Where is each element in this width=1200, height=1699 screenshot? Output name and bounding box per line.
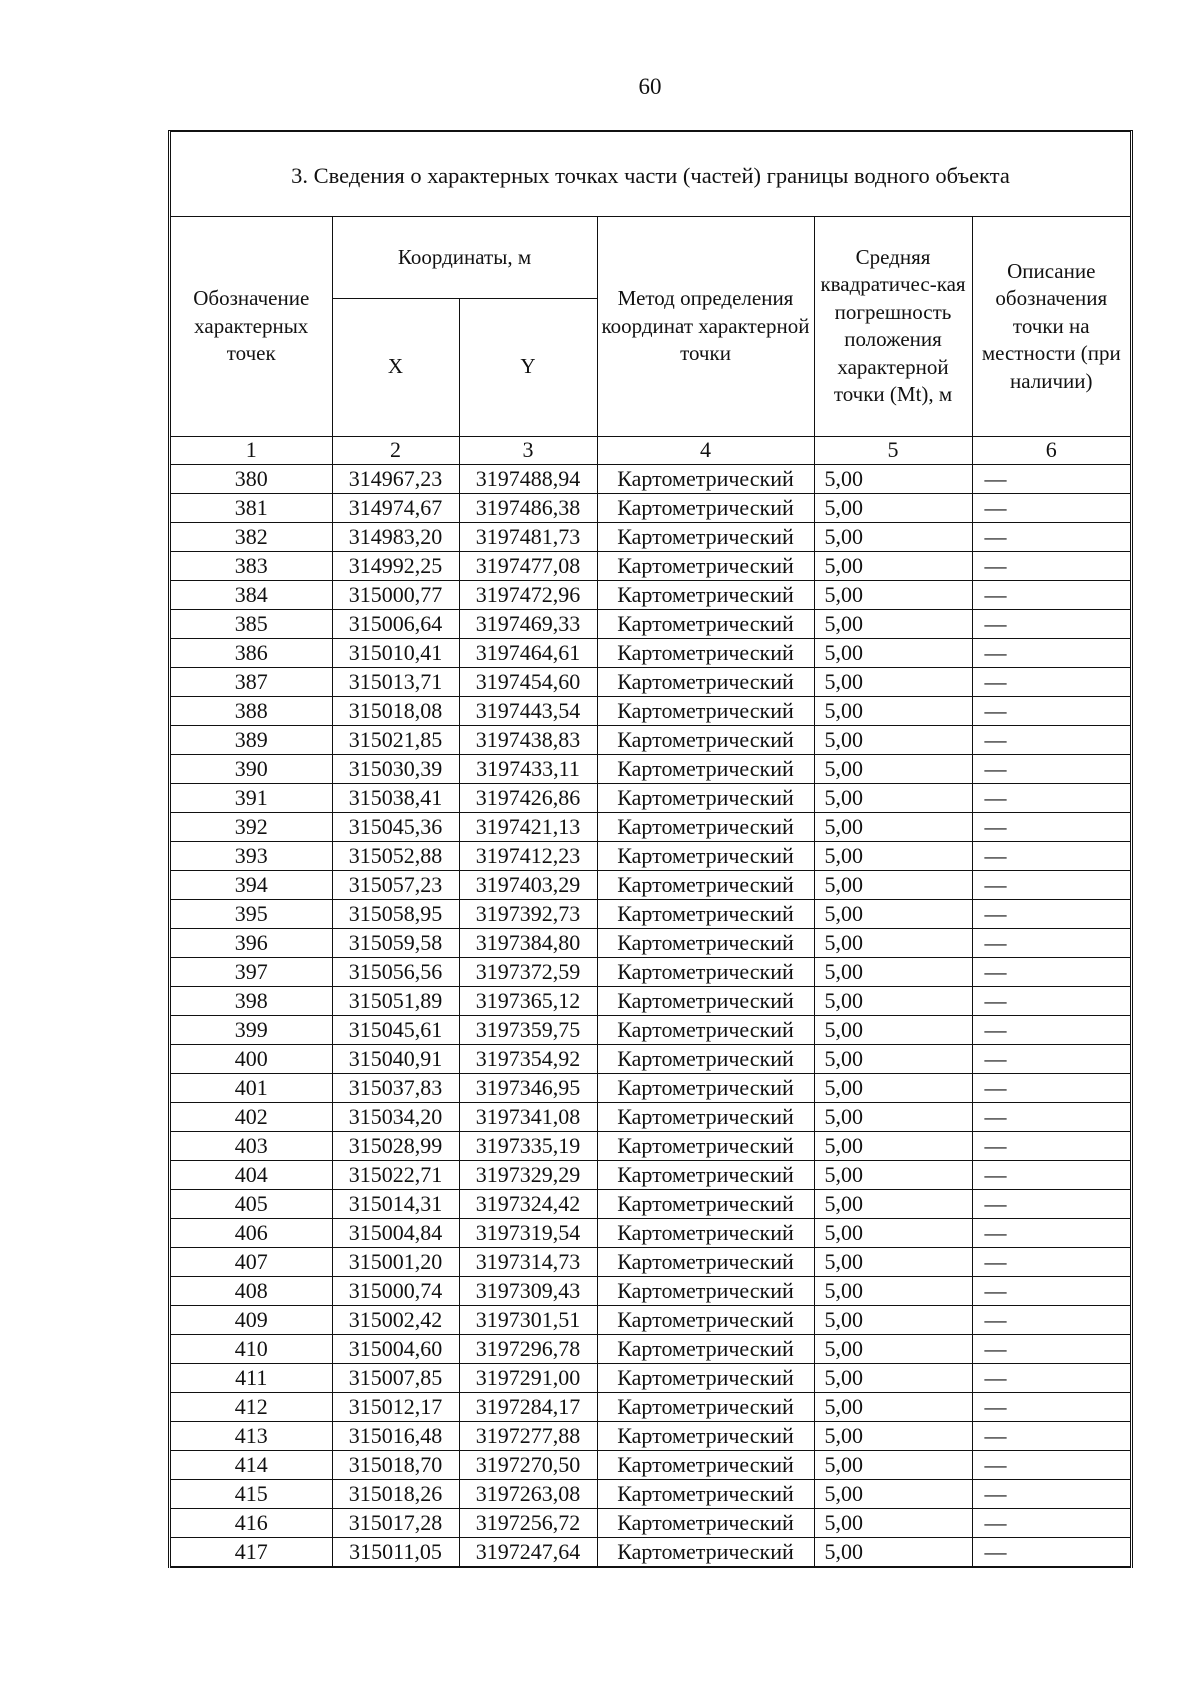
point-cell: 400 (171, 1044, 332, 1073)
description-cell: — (972, 1392, 1130, 1421)
point-cell: 411 (171, 1363, 332, 1392)
point-cell: 416 (171, 1508, 332, 1537)
x-cell: 315038,41 (332, 783, 459, 812)
description-cell: — (972, 986, 1130, 1015)
x-cell: 315013,71 (332, 667, 459, 696)
description-cell: — (972, 870, 1130, 899)
y-cell: 3197324,42 (459, 1189, 597, 1218)
description-cell: — (972, 1421, 1130, 1450)
method-cell: Картометрический (597, 725, 814, 754)
table-row (171, 870, 1130, 899)
mt-cell: 5,00 (814, 957, 972, 986)
mt-cell: 5,00 (814, 609, 972, 638)
mt-cell: 5,00 (814, 1073, 972, 1102)
description-cell: — (972, 1305, 1130, 1334)
table-row (171, 609, 1130, 638)
table-row (171, 1160, 1130, 1189)
point-cell: 389 (171, 725, 332, 754)
table-row (171, 841, 1130, 870)
y-cell: 3197301,51 (459, 1305, 597, 1334)
y-cell: 3197314,73 (459, 1247, 597, 1276)
y-cell: 3197481,73 (459, 522, 597, 551)
table-row (171, 812, 1130, 841)
description-cell: — (972, 1363, 1130, 1392)
x-cell: 315011,05 (332, 1537, 459, 1567)
method-cell: Картометрический (597, 754, 814, 783)
point-cell: 393 (171, 841, 332, 870)
y-cell: 3197472,96 (459, 580, 597, 609)
table-row (171, 1450, 1130, 1479)
y-cell: 3197247,64 (459, 1537, 597, 1567)
description-cell: — (972, 1479, 1130, 1508)
header-error: Средняя квадратичес-кая погрешность положения характерной точки (Mt), м (814, 217, 972, 436)
mt-cell: 5,00 (814, 986, 972, 1015)
description-cell: — (972, 493, 1130, 522)
x-cell: 315045,61 (332, 1015, 459, 1044)
x-cell: 315007,85 (332, 1363, 459, 1392)
point-cell: 392 (171, 812, 332, 841)
coordinates-table (171, 217, 1130, 1568)
y-cell: 3197365,12 (459, 986, 597, 1015)
x-cell: 315018,26 (332, 1479, 459, 1508)
method-cell: Картометрический (597, 1073, 814, 1102)
table-row (171, 754, 1130, 783)
mt-cell: 5,00 (814, 1450, 972, 1479)
table-row (171, 1392, 1130, 1421)
table-row (171, 725, 1130, 754)
table-row (171, 783, 1130, 812)
x-cell: 315059,58 (332, 928, 459, 957)
table-row (171, 957, 1130, 986)
table-row (171, 899, 1130, 928)
mt-cell: 5,00 (814, 1247, 972, 1276)
table-row (171, 1189, 1130, 1218)
table-body (171, 464, 1130, 1567)
description-cell: — (972, 1537, 1130, 1567)
mt-cell: 5,00 (814, 783, 972, 812)
x-cell: 315002,42 (332, 1305, 459, 1334)
table-row (171, 928, 1130, 957)
method-cell: Картометрический (597, 638, 814, 667)
point-cell: 396 (171, 928, 332, 957)
y-cell: 3197263,08 (459, 1479, 597, 1508)
column-number: 4 (597, 436, 814, 464)
y-cell: 3197438,83 (459, 725, 597, 754)
description-cell: — (972, 1450, 1130, 1479)
table-row (171, 1479, 1130, 1508)
mt-cell: 5,00 (814, 522, 972, 551)
mt-cell: 5,00 (814, 1044, 972, 1073)
y-cell: 3197309,43 (459, 1276, 597, 1305)
y-cell: 3197372,59 (459, 957, 597, 986)
description-cell: — (972, 841, 1130, 870)
point-cell: 390 (171, 754, 332, 783)
point-cell: 382 (171, 522, 332, 551)
method-cell: Картометрический (597, 580, 814, 609)
y-cell: 3197392,73 (459, 899, 597, 928)
description-cell: — (972, 1276, 1130, 1305)
method-cell: Картометрический (597, 986, 814, 1015)
x-cell: 315016,48 (332, 1421, 459, 1450)
point-cell: 402 (171, 1102, 332, 1131)
header-description: Описание обозначения точки на местности (при наличии) (972, 217, 1130, 436)
method-cell: Картометрический (597, 1479, 814, 1508)
point-cell: 386 (171, 638, 332, 667)
y-cell: 3197335,19 (459, 1131, 597, 1160)
header-point-designation: Обозначение характерных точек (171, 217, 332, 436)
point-cell: 403 (171, 1131, 332, 1160)
x-cell: 314992,25 (332, 551, 459, 580)
method-cell: Картометрический (597, 1044, 814, 1073)
point-cell: 384 (171, 580, 332, 609)
column-number: 6 (972, 436, 1130, 464)
method-cell: Картометрический (597, 551, 814, 580)
mt-cell: 5,00 (814, 1218, 972, 1247)
table-row (171, 1537, 1130, 1567)
method-cell: Картометрический (597, 841, 814, 870)
description-cell: — (972, 1073, 1130, 1102)
method-cell: Картометрический (597, 1334, 814, 1363)
mt-cell: 5,00 (814, 928, 972, 957)
x-cell: 315052,88 (332, 841, 459, 870)
x-cell: 315004,60 (332, 1334, 459, 1363)
description-cell: — (972, 957, 1130, 986)
point-cell: 387 (171, 667, 332, 696)
y-cell: 3197433,11 (459, 754, 597, 783)
y-cell: 3197454,60 (459, 667, 597, 696)
mt-cell: 5,00 (814, 1392, 972, 1421)
description-cell: — (972, 1247, 1130, 1276)
point-cell: 401 (171, 1073, 332, 1102)
y-cell: 3197329,29 (459, 1160, 597, 1189)
x-cell: 315058,95 (332, 899, 459, 928)
point-cell: 380 (171, 464, 332, 493)
method-cell: Картометрический (597, 1305, 814, 1334)
point-cell: 391 (171, 783, 332, 812)
point-cell: 398 (171, 986, 332, 1015)
point-cell: 406 (171, 1218, 332, 1247)
header-coordinates: Координаты, м (332, 217, 597, 298)
table-row (171, 1305, 1130, 1334)
table-row (171, 696, 1130, 725)
table-row (171, 1218, 1130, 1247)
method-cell: Картометрический (597, 1102, 814, 1131)
mt-cell: 5,00 (814, 1508, 972, 1537)
mt-cell: 5,00 (814, 493, 972, 522)
x-cell: 315030,39 (332, 754, 459, 783)
y-cell: 3197464,61 (459, 638, 597, 667)
description-cell: — (972, 522, 1130, 551)
point-cell: 399 (171, 1015, 332, 1044)
y-cell: 3197341,08 (459, 1102, 597, 1131)
x-cell: 315018,70 (332, 1450, 459, 1479)
method-cell: Картометрический (597, 1421, 814, 1450)
mt-cell: 5,00 (814, 841, 972, 870)
mt-cell: 5,00 (814, 1160, 972, 1189)
mt-cell: 5,00 (814, 754, 972, 783)
method-cell: Картометрический (597, 1015, 814, 1044)
y-cell: 3197256,72 (459, 1508, 597, 1537)
header-x: X (332, 298, 459, 436)
method-cell: Картометрический (597, 522, 814, 551)
mt-cell: 5,00 (814, 638, 972, 667)
mt-cell: 5,00 (814, 1537, 972, 1567)
point-cell: 405 (171, 1189, 332, 1218)
y-cell: 3197296,78 (459, 1334, 597, 1363)
mt-cell: 5,00 (814, 1334, 972, 1363)
table-row (171, 1276, 1130, 1305)
point-cell: 409 (171, 1305, 332, 1334)
mt-cell: 5,00 (814, 1363, 972, 1392)
description-cell: — (972, 812, 1130, 841)
point-cell: 407 (171, 1247, 332, 1276)
y-cell: 3197486,38 (459, 493, 597, 522)
y-cell: 3197469,33 (459, 609, 597, 638)
table-row (171, 1363, 1130, 1392)
mt-cell: 5,00 (814, 870, 972, 899)
mt-cell: 5,00 (814, 1189, 972, 1218)
mt-cell: 5,00 (814, 667, 972, 696)
description-cell: — (972, 1131, 1130, 1160)
table-row (171, 493, 1130, 522)
y-cell: 3197412,23 (459, 841, 597, 870)
method-cell: Картометрический (597, 812, 814, 841)
table-row (171, 1073, 1130, 1102)
y-cell: 3197346,95 (459, 1073, 597, 1102)
table-row (171, 1421, 1130, 1450)
mt-cell: 5,00 (814, 812, 972, 841)
y-cell: 3197403,29 (459, 870, 597, 899)
table-row (171, 522, 1130, 551)
description-cell: — (972, 1508, 1130, 1537)
x-cell: 315022,71 (332, 1160, 459, 1189)
method-cell: Картометрический (597, 1537, 814, 1567)
y-cell: 3197284,17 (459, 1392, 597, 1421)
method-cell: Картометрический (597, 1131, 814, 1160)
y-cell: 3197426,86 (459, 783, 597, 812)
y-cell: 3197319,54 (459, 1218, 597, 1247)
table-row (171, 1102, 1130, 1131)
page-number: 60 (638, 74, 662, 99)
point-cell: 414 (171, 1450, 332, 1479)
x-cell: 315000,74 (332, 1276, 459, 1305)
column-number: 2 (332, 436, 459, 464)
point-cell: 410 (171, 1334, 332, 1363)
method-cell: Картометрический (597, 1189, 814, 1218)
point-cell: 381 (171, 493, 332, 522)
method-cell: Картометрический (597, 1392, 814, 1421)
y-cell: 3197443,54 (459, 696, 597, 725)
x-cell: 315004,84 (332, 1218, 459, 1247)
point-cell: 417 (171, 1537, 332, 1567)
table-row (171, 1334, 1130, 1363)
mt-cell: 5,00 (814, 1276, 972, 1305)
mt-cell: 5,00 (814, 1102, 972, 1131)
x-cell: 315045,36 (332, 812, 459, 841)
point-cell: 408 (171, 1276, 332, 1305)
description-cell: — (972, 1160, 1130, 1189)
mt-cell: 5,00 (814, 464, 972, 493)
x-cell: 315010,41 (332, 638, 459, 667)
description-cell: — (972, 1189, 1130, 1218)
method-cell: Картометрический (597, 1160, 814, 1189)
mt-cell: 5,00 (814, 551, 972, 580)
x-cell: 315000,77 (332, 580, 459, 609)
x-cell: 315006,64 (332, 609, 459, 638)
column-numbers-row (171, 436, 1130, 464)
column-number: 1 (171, 436, 332, 464)
y-cell: 3197277,88 (459, 1421, 597, 1450)
mt-cell: 5,00 (814, 1305, 972, 1334)
header-method: Метод определения координат характерной точки (597, 217, 814, 436)
section-title: 3. Сведения о характерных точках части (частей) границы водного объекта (171, 132, 1130, 217)
x-cell: 315057,23 (332, 870, 459, 899)
method-cell: Картометрический (597, 1508, 814, 1537)
description-cell: — (972, 609, 1130, 638)
table-row (171, 638, 1130, 667)
description-cell: — (972, 1102, 1130, 1131)
method-cell: Картометрический (597, 957, 814, 986)
mt-cell: 5,00 (814, 1479, 972, 1508)
x-cell: 314967,23 (332, 464, 459, 493)
method-cell: Картометрический (597, 696, 814, 725)
table-row (171, 464, 1130, 493)
table-row (171, 551, 1130, 580)
method-cell: Картометрический (597, 783, 814, 812)
description-cell: — (972, 1334, 1130, 1363)
method-cell: Картометрический (597, 899, 814, 928)
description-cell: — (972, 754, 1130, 783)
description-cell: — (972, 725, 1130, 754)
table-row (171, 1131, 1130, 1160)
point-cell: 397 (171, 957, 332, 986)
point-cell: 388 (171, 696, 332, 725)
table-row (171, 1247, 1130, 1276)
table-row (171, 667, 1130, 696)
x-cell: 315056,56 (332, 957, 459, 986)
x-cell: 315001,20 (332, 1247, 459, 1276)
description-cell: — (972, 899, 1130, 928)
mt-cell: 5,00 (814, 1015, 972, 1044)
point-cell: 415 (171, 1479, 332, 1508)
mt-cell: 5,00 (814, 899, 972, 928)
x-cell: 314983,20 (332, 522, 459, 551)
y-cell: 3197421,13 (459, 812, 597, 841)
x-cell: 315014,31 (332, 1189, 459, 1218)
method-cell: Картометрический (597, 1363, 814, 1392)
x-cell: 315028,99 (332, 1131, 459, 1160)
document-table-frame (168, 130, 1133, 1568)
description-cell: — (972, 1218, 1130, 1247)
x-cell: 314974,67 (332, 493, 459, 522)
method-cell: Картометрический (597, 928, 814, 957)
y-cell: 3197488,94 (459, 464, 597, 493)
method-cell: Картометрический (597, 493, 814, 522)
x-cell: 315017,28 (332, 1508, 459, 1537)
y-cell: 3197359,75 (459, 1015, 597, 1044)
x-cell: 315018,08 (332, 696, 459, 725)
y-cell: 3197270,50 (459, 1450, 597, 1479)
description-cell: — (972, 551, 1130, 580)
description-cell: — (972, 928, 1130, 957)
column-number: 3 (459, 436, 597, 464)
table-row (171, 1015, 1130, 1044)
y-cell: 3197477,08 (459, 551, 597, 580)
mt-cell: 5,00 (814, 696, 972, 725)
x-cell: 315051,89 (332, 986, 459, 1015)
description-cell: — (972, 696, 1130, 725)
method-cell: Картометрический (597, 609, 814, 638)
x-cell: 315040,91 (332, 1044, 459, 1073)
x-cell: 315037,83 (332, 1073, 459, 1102)
mt-cell: 5,00 (814, 1421, 972, 1450)
method-cell: Картометрический (597, 667, 814, 696)
method-cell: Картометрический (597, 870, 814, 899)
header-y: Y (459, 298, 597, 436)
point-cell: 395 (171, 899, 332, 928)
description-cell: — (972, 783, 1130, 812)
method-cell: Картометрический (597, 1247, 814, 1276)
table-row (171, 1044, 1130, 1073)
point-cell: 413 (171, 1421, 332, 1450)
method-cell: Картометрический (597, 464, 814, 493)
x-cell: 315034,20 (332, 1102, 459, 1131)
description-cell: — (972, 1015, 1130, 1044)
column-number: 5 (814, 436, 972, 464)
description-cell: — (972, 667, 1130, 696)
y-cell: 3197384,80 (459, 928, 597, 957)
mt-cell: 5,00 (814, 725, 972, 754)
description-cell: — (972, 1044, 1130, 1073)
method-cell: Картометрический (597, 1218, 814, 1247)
y-cell: 3197354,92 (459, 1044, 597, 1073)
method-cell: Картометрический (597, 1450, 814, 1479)
mt-cell: 5,00 (814, 580, 972, 609)
table-row (171, 580, 1130, 609)
x-cell: 315021,85 (332, 725, 459, 754)
mt-cell: 5,00 (814, 1131, 972, 1160)
table-row (171, 986, 1130, 1015)
point-cell: 394 (171, 870, 332, 899)
point-cell: 412 (171, 1392, 332, 1421)
point-cell: 404 (171, 1160, 332, 1189)
x-cell: 315012,17 (332, 1392, 459, 1421)
point-cell: 383 (171, 551, 332, 580)
method-cell: Картометрический (597, 1276, 814, 1305)
description-cell: — (972, 580, 1130, 609)
description-cell: — (972, 638, 1130, 667)
point-cell: 385 (171, 609, 332, 638)
y-cell: 3197291,00 (459, 1363, 597, 1392)
description-cell: — (972, 464, 1130, 493)
table-row (171, 1508, 1130, 1537)
